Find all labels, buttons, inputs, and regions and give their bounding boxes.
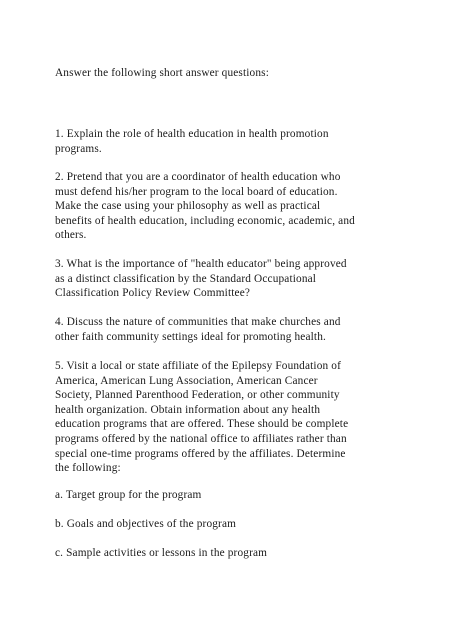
question-1: 1. Explain the role of health education in health promotion programs. [55, 128, 329, 155]
sub-item-c: c. Sample activities or lessons in the program [55, 547, 268, 559]
question-4: 4. Discuss the nature of communities that make churches and other faith community settings ideal for promoting health. [55, 316, 341, 343]
sub-item-b: b. Goals and objectives of the program [55, 518, 237, 530]
sub-item-a: a. Target group for the program [55, 489, 202, 501]
instructions-heading: Answer the following short answer questions: [55, 67, 269, 79]
question-3: 3. What is the importance of "health educator" being approved as a distinct classification by the Standard Occupational Classification Policy Review Committee? [55, 258, 347, 300]
question-2: 2. Pretend that you are a coordinator of health education who must defend his/her program to the local board of education. Make the case using your philosophy as well as practical benefits of health education, including economic, academic, and others. [55, 171, 355, 242]
question-5: 5. Visit a local or state affiliate of the Epilepsy Foundation of America, American Lung Association, American Cancer Society, Planned Parenthood Federation, or other community health organization. Obtain information about any health education programs that are offered. These should be complete programs offered by the national office to affiliates rather than special one-time programs offered by the affiliates. Determine the following: [55, 360, 349, 475]
